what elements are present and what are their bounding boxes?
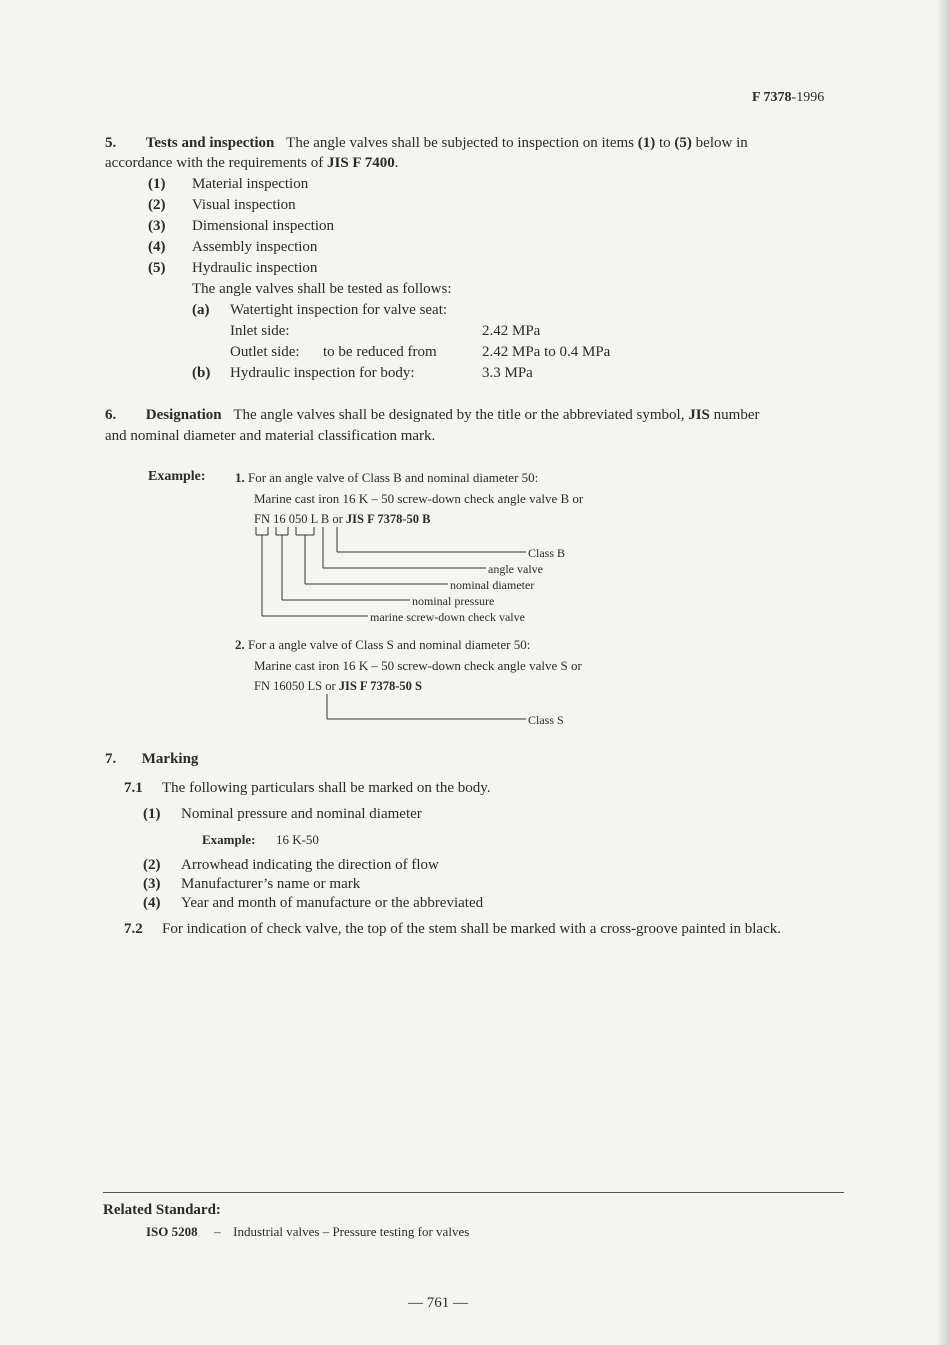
page-number: — 761 — <box>408 1295 468 1311</box>
marking-example <box>202 832 319 848</box>
section-5-title: Tests and inspection <box>145 135 275 151</box>
callout-nominal-pressure: nominal pressure <box>412 594 495 608</box>
example-1-text: For an angle valve of Class B and nominal diameter 50: <box>248 470 539 485</box>
related-standard-entry <box>146 1224 469 1240</box>
test-b-number: (b) <box>192 365 211 381</box>
outlet-label: Outlet side: <box>230 344 300 360</box>
section-6-number: 6. <box>105 407 117 423</box>
marking-example-value: 16 K-50 <box>275 832 319 847</box>
item-number: (2) <box>143 857 161 873</box>
list-item <box>143 874 360 894</box>
item-number: (2) <box>148 197 166 213</box>
section-7-heading <box>105 749 198 769</box>
related-standard-title: Industrial valves – Pressure testing for valves <box>233 1224 470 1239</box>
list-item <box>143 893 483 913</box>
list-item <box>143 804 422 824</box>
section-6-ref: JIS <box>688 407 710 423</box>
outlet-value: 2.42 MPa to 0.4 MPa <box>482 344 611 360</box>
item-number: (1) <box>148 176 166 192</box>
section-7-1 <box>124 778 491 798</box>
section-7-1-text: The following particulars shall be marked on the body. <box>162 780 491 796</box>
example-2-code-ref: JIS F 7378-50 S <box>338 679 422 693</box>
example-2-number: 2. <box>235 637 245 652</box>
section-6-line2: and nominal diameter and material classification mark. <box>105 428 436 444</box>
inlet-value: 2.42 MPa <box>482 323 541 339</box>
section-6-text-a: The angle valves shall be designated by the title or the abbreviated symbol, <box>233 407 689 423</box>
item-number: (3) <box>148 218 166 234</box>
section-7-1-number: 7.1 <box>124 780 143 796</box>
item-label: Visual inspection <box>192 197 296 213</box>
section-7-title: Marking <box>141 751 199 767</box>
inlet-label: Inlet side: <box>230 323 290 339</box>
related-standard-ref: ISO 5208 <box>146 1224 198 1239</box>
section-5-intro-b: below in <box>691 135 748 151</box>
callout-nominal-diameter: nominal diameter <box>450 578 535 592</box>
section-6-title: Designation <box>145 407 222 423</box>
example-1-number: 1. <box>235 470 245 485</box>
item-number: (3) <box>143 876 161 892</box>
example-2-line1 <box>235 637 530 653</box>
test-b-label: Hydraulic inspection for body: <box>230 365 415 381</box>
item-number: (4) <box>148 239 166 255</box>
example-2-code-a: FN 16050 LS or <box>254 679 339 693</box>
section-5-intro-a: The angle valves shall be subjected to inspection on items <box>286 135 638 151</box>
test-b-value: 3.3 MPa <box>482 365 533 381</box>
item-label: Assembly inspection <box>192 239 318 255</box>
marking-example-label: Example: <box>202 832 256 847</box>
section-7-2-text: For indication of check valve, the top of the stem shall be marked with a cross-groove painted in black. <box>162 921 781 937</box>
test-a-label: Watertight inspection for valve seat: <box>230 302 448 318</box>
outlet-note: to be reduced from <box>323 344 437 360</box>
callout-angle-valve: angle valve <box>488 562 543 576</box>
section-5-number: 5. <box>105 135 117 151</box>
section-5-item-to: (5) <box>674 135 692 151</box>
test-a-number: (a) <box>192 302 210 318</box>
item-number: (4) <box>143 895 161 911</box>
item-label: Nominal pressure and nominal diameter <box>181 806 422 822</box>
callout-class-s: Class S <box>528 713 564 727</box>
related-standard-dash: – <box>214 1224 221 1239</box>
example-1-line2: Marine cast iron 16 K – 50 screw-down check angle valve B or <box>254 491 584 506</box>
item-number: (5) <box>148 260 166 276</box>
callout-class-b: Class B <box>528 546 566 560</box>
test-intro: The angle valves shall be tested as follows: <box>192 281 452 297</box>
list-item <box>143 855 439 875</box>
related-standard-heading: Related Standard: <box>103 1202 221 1218</box>
section-7-number: 7. <box>105 751 117 767</box>
example-2-code <box>254 679 422 694</box>
section-7-2 <box>124 919 781 939</box>
item-label: Material inspection <box>192 176 309 192</box>
example-1-code-a: FN 16 050 L B or <box>254 512 346 526</box>
section-5-intro2-b: . <box>394 155 399 171</box>
example-2-text: For a angle valve of Class S and nominal diameter 50: <box>248 637 531 652</box>
item-label: Dimensional inspection <box>192 218 335 234</box>
section-6-text-b: number <box>709 407 760 423</box>
item-number: (1) <box>143 806 161 822</box>
callout-marine-valve: marine screw-down check valve <box>370 610 525 624</box>
example-1-code-ref: JIS F 7378-50 B <box>345 512 431 526</box>
item-label: Hydraulic inspection <box>192 260 318 276</box>
item-label: Year and month of manufacture or the abbreviated <box>181 895 484 911</box>
standard-code: F 7378 <box>752 90 792 105</box>
section-5-intro2-a: accordance with the requirements of <box>105 155 327 171</box>
section-5-intro-to: to <box>655 135 675 151</box>
section-7-2-number: 7.2 <box>124 921 143 937</box>
example-label: Example: <box>148 469 206 484</box>
item-label: Manufacturer’s name or mark <box>181 876 361 892</box>
standard-year: -1996 <box>791 90 825 105</box>
footer-divider <box>103 1192 844 1193</box>
section-5-ref: JIS F 7400 <box>326 155 395 171</box>
example-2-line2: Marine cast iron 16 K – 50 screw-down check angle valve S or <box>254 658 582 673</box>
section-5-item-from: (1) <box>637 135 656 151</box>
item-label: Arrowhead indicating the direction of flow <box>181 857 439 873</box>
